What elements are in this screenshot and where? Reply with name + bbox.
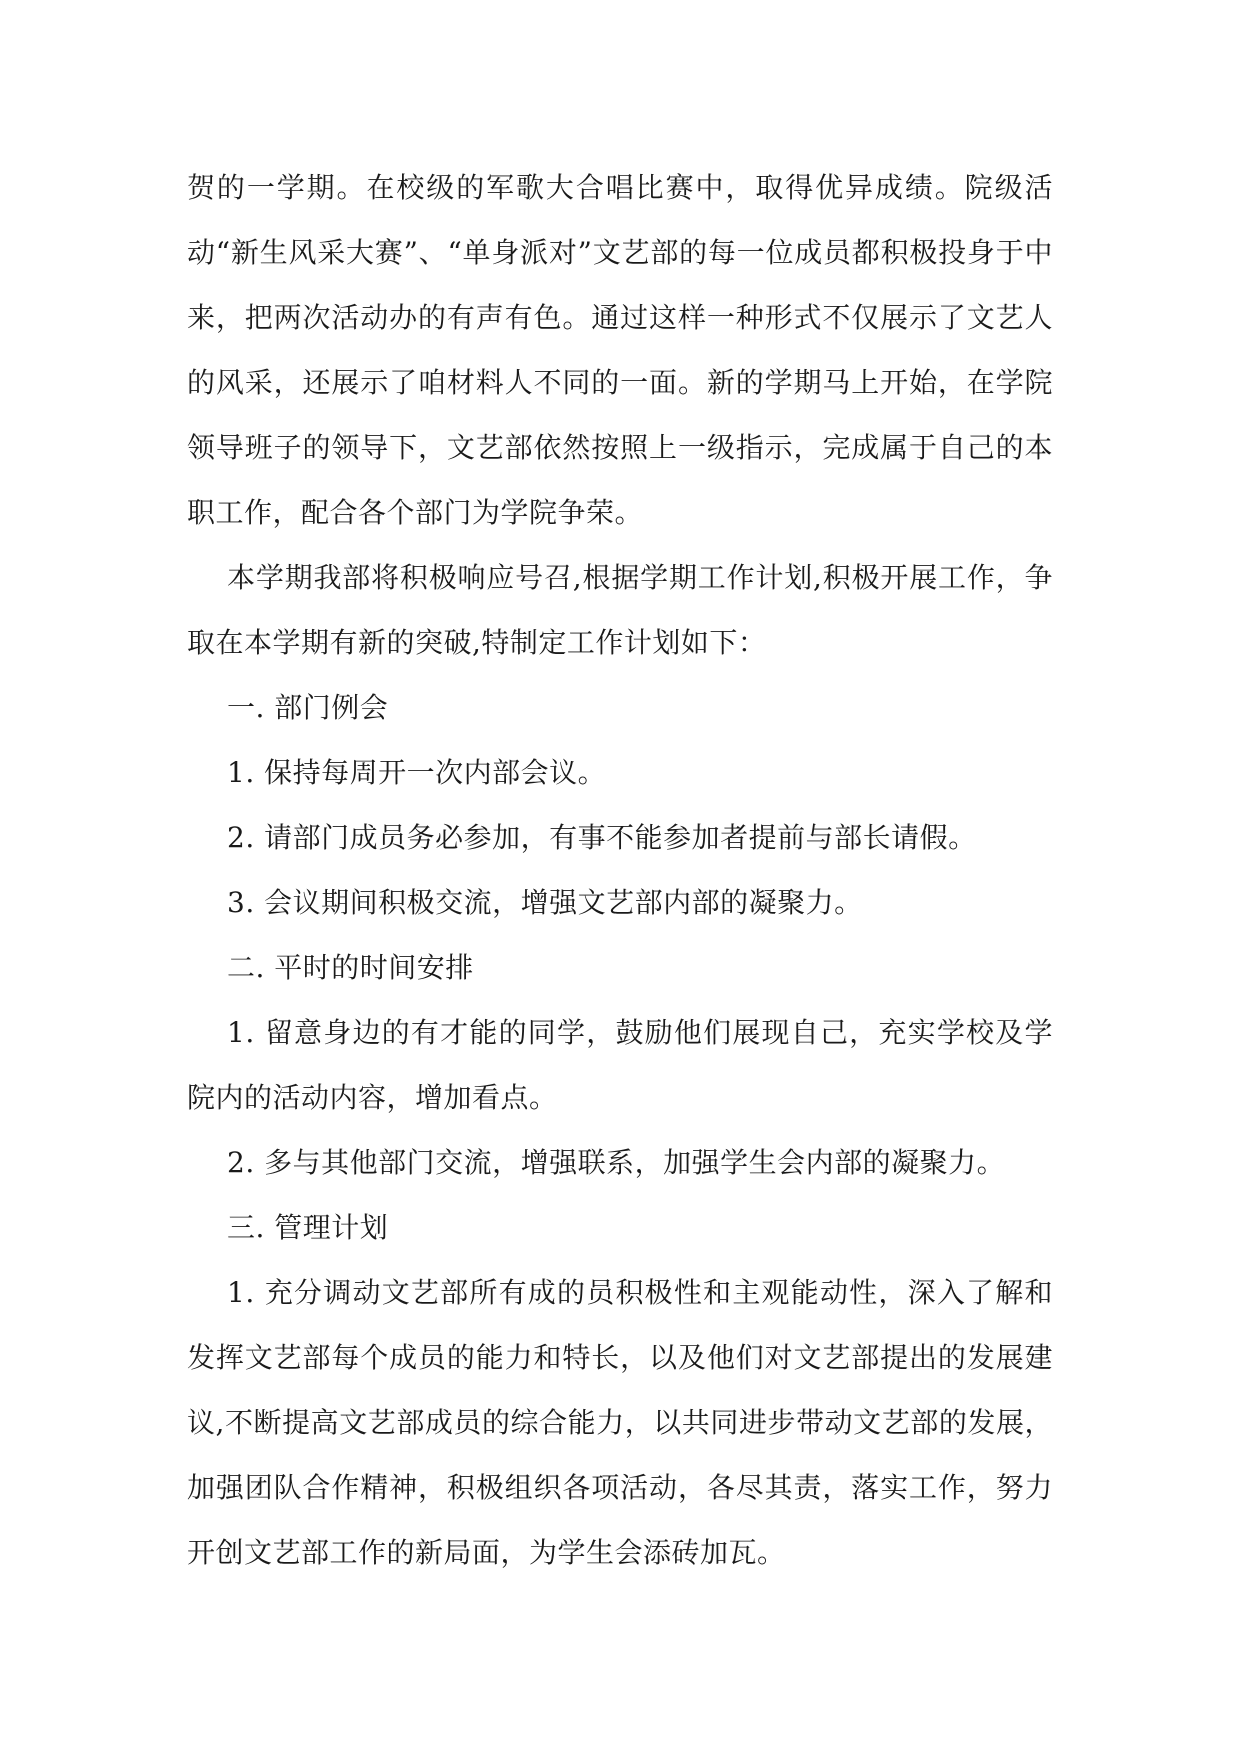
list-item-management-1: 1. 充分调动文艺部所有成的员积极性和主观能动性，深入了解和发挥文艺部每个成员的能力和特长，以及他们对文艺部提出的发展建议,不断提高文艺部成员的综合能力，以共同进步带动文艺部的发展，加强团队合作精神，积极组织各项活动，各尽其责，落实工作，努力开创文艺部工作的新局面，为学生会添砖加瓦。 — [187, 1276, 1053, 1569]
list-item-meetings-1: 1. 保持每周开一次内部会议。 — [227, 756, 607, 789]
list-item-meetings-2: 2. 请部门成员务必参加，有事不能参加者提前与部长请假。 — [227, 821, 977, 854]
section-heading-meetings: 一. 部门例会 — [227, 691, 389, 724]
paragraph-plan-intro: 本学期我部将积极响应号召,根据学期工作计划,积极开展工作，争取在本学期有新的突破,特制定工作计划如下： — [187, 561, 1053, 659]
section-heading-management: 三. 管理计划 — [227, 1211, 389, 1244]
list-item-schedule-2: 2. 多与其他部门交流，增强联系，加强学生会内部的凝聚力。 — [227, 1146, 1006, 1179]
section-heading-schedule: 二. 平时的时间安排 — [227, 951, 474, 984]
document-body — [187, 155, 1053, 1585]
paragraph-intro-continuation: 贺的一学期。在校级的军歌大合唱比赛中，取得优异成绩。院级活动“新生风采大赛”、“单身派对”文艺部的每一位成员都积极投身于中来，把两次活动办的有声有色。通过这样一种形式不仅展示了文艺人的风采，还展示了咱材料人不同的一面。新的学期马上开始，在学院领导班子的领导下，文艺部依然按照上一级指示，完成属于自己的本职工作，配合各个部门为学院争荣。 — [187, 171, 1053, 529]
list-item-meetings-3: 3. 会议期间积极交流，增强文艺部内部的凝聚力。 — [227, 886, 863, 919]
list-item-schedule-1: 1. 留意身边的有才能的同学，鼓励他们展现自己，充实学校及学院内的活动内容，增加看点。 — [187, 1016, 1053, 1114]
